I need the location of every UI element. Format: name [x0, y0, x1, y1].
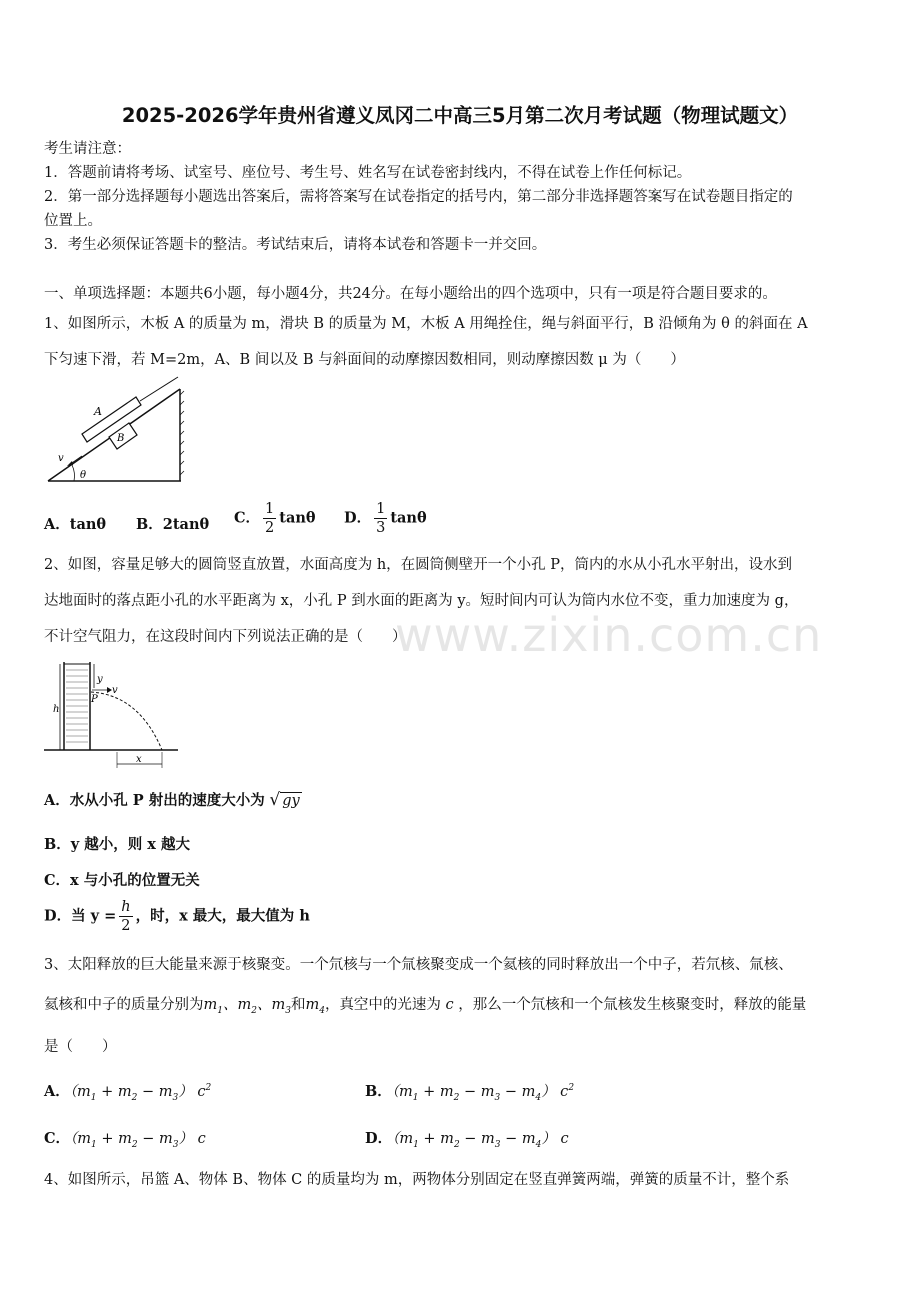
q3-line2: 氦核和中子的质量分别为$m_1$、$m_2$、$m_3$和$m_4$，真空中的光速为 c ，那么一个氘核和一个氚核发生核聚变时，释放的能量	[44, 997, 807, 1016]
q4-line1: 4、如图所示，吊篮 A、物体 B、物体 C 的质量均为 m，两物体分别固定在竖直弹簧两端，弹簧的质量不计，整个系	[44, 1172, 790, 1188]
q1-option-c[interactable]: C． $\frac{1}{2}$ tanθ	[234, 501, 316, 536]
q1-fig-label-b: B	[117, 433, 125, 444]
q2-figure-cylinder	[44, 660, 184, 772]
q1-fig-label-a: A	[94, 405, 102, 418]
q1-option-d[interactable]: D． $\frac{1}{3}$ tanθ	[344, 501, 427, 536]
q3-option-b[interactable]: B．$(m_1 + m_2 - m_3 - m_4)$ $c^2$	[365, 1083, 575, 1103]
q1-figure-incline	[44, 385, 184, 485]
q2-option-a[interactable]: A．水从小孔 P 射出的速度大小为 √ gy	[44, 790, 300, 810]
q2-line1: 2、如图，容量足够大的圆筒竖直放置，水面高度为 h，在圆筒侧壁开一个小孔 P，筒内的水从小孔水平射出，设水到	[44, 557, 793, 573]
q3-line1: 3、太阳释放的巨大能量来源于核聚变。一个氘核与一个氚核聚变成一个氦核的同时释放出一个中子，若氘核、氚核、	[44, 957, 793, 973]
q2-line3: 不计空气阻力，在这段时间内下列说法正确的是（ ）	[44, 629, 407, 645]
q3-option-c[interactable]: C．$(m_1 + m_2 - m_3)$ c	[44, 1130, 206, 1150]
q2-fig-label-v: v	[112, 685, 118, 696]
q3-line3: 是（ ）	[44, 1039, 117, 1055]
q2-line2: 达地面时的落点距小孔的水平距离为 x，小孔 P 到水面的距离为 y。短时间内可认为筒内水位不变，重力加速度为 g，	[44, 593, 799, 609]
q3-option-d[interactable]: D．$(m_1 + m_2 - m_3 - m_4)$ c	[365, 1130, 569, 1150]
q1-fig-label-v: v	[58, 453, 64, 464]
q1-option-b[interactable]: B．2tanθ	[136, 516, 210, 533]
q2-option-c[interactable]: C．x 与小孔的位置无关	[44, 872, 200, 889]
notice-item-1: 1．答题前请将考场、试室号、座位号、考生号、姓名写在试卷密封线内，不得在试卷上作任何标记。	[44, 165, 692, 181]
q2-option-b[interactable]: B．y 越小，则 x 越大	[44, 836, 190, 853]
q3-option-a[interactable]: A．$(m_1 + m_2 - m_3)$ $c^2$	[44, 1083, 212, 1103]
page-title: 2025-2026学年贵州省遵义凤冈二中高三5月第二次月考试题（物理试题文）	[121, 104, 799, 127]
section-heading: 一、单项选择题：本题共6小题，每小题4分，共24分。在每小题给出的四个选项中，只有一项是符合题目要求的。	[44, 286, 777, 302]
notice-item-2-cont: 位置上。	[44, 213, 102, 229]
q1-option-a[interactable]: A．tanθ	[44, 516, 107, 533]
watermark: www.zixin.com.cn	[395, 608, 823, 662]
q2-fig-label-y: y	[97, 674, 103, 685]
q2-fig-label-p: P	[91, 694, 98, 705]
q2-fig-label-x: x	[136, 754, 142, 765]
q1-line1: 1、如图所示，木板 A 的质量为 m，滑块 B 的质量为 M，木板 A 用绳拴住，绳与斜面平行，B 沿倾角为 θ 的斜面在 A	[44, 316, 808, 332]
notice-heading: 考生请注意：	[44, 141, 131, 157]
notice-item-2: 2．第一部分选择题每小题选出答案后，需将答案写在试卷指定的括号内，第二部分非选择题答案写在试卷题目指定的	[44, 189, 793, 205]
q2-option-d[interactable]: D．当 y = $\frac{h}{2}$ ，时，x 最大，最大值为 h	[44, 899, 310, 934]
q1-fig-label-theta: θ	[80, 470, 87, 481]
notice-item-3: 3．考生必须保证答题卡的整洁。考试结束后，请将本试卷和答题卡一并交回。	[44, 237, 547, 253]
q1-line2: 下匀速下滑，若 M=2m，A、B 间以及 B 与斜面间的动摩擦因数相同，则动摩擦因数 μ 为（ ）	[44, 352, 685, 368]
q2-fig-label-h: h	[53, 704, 60, 715]
